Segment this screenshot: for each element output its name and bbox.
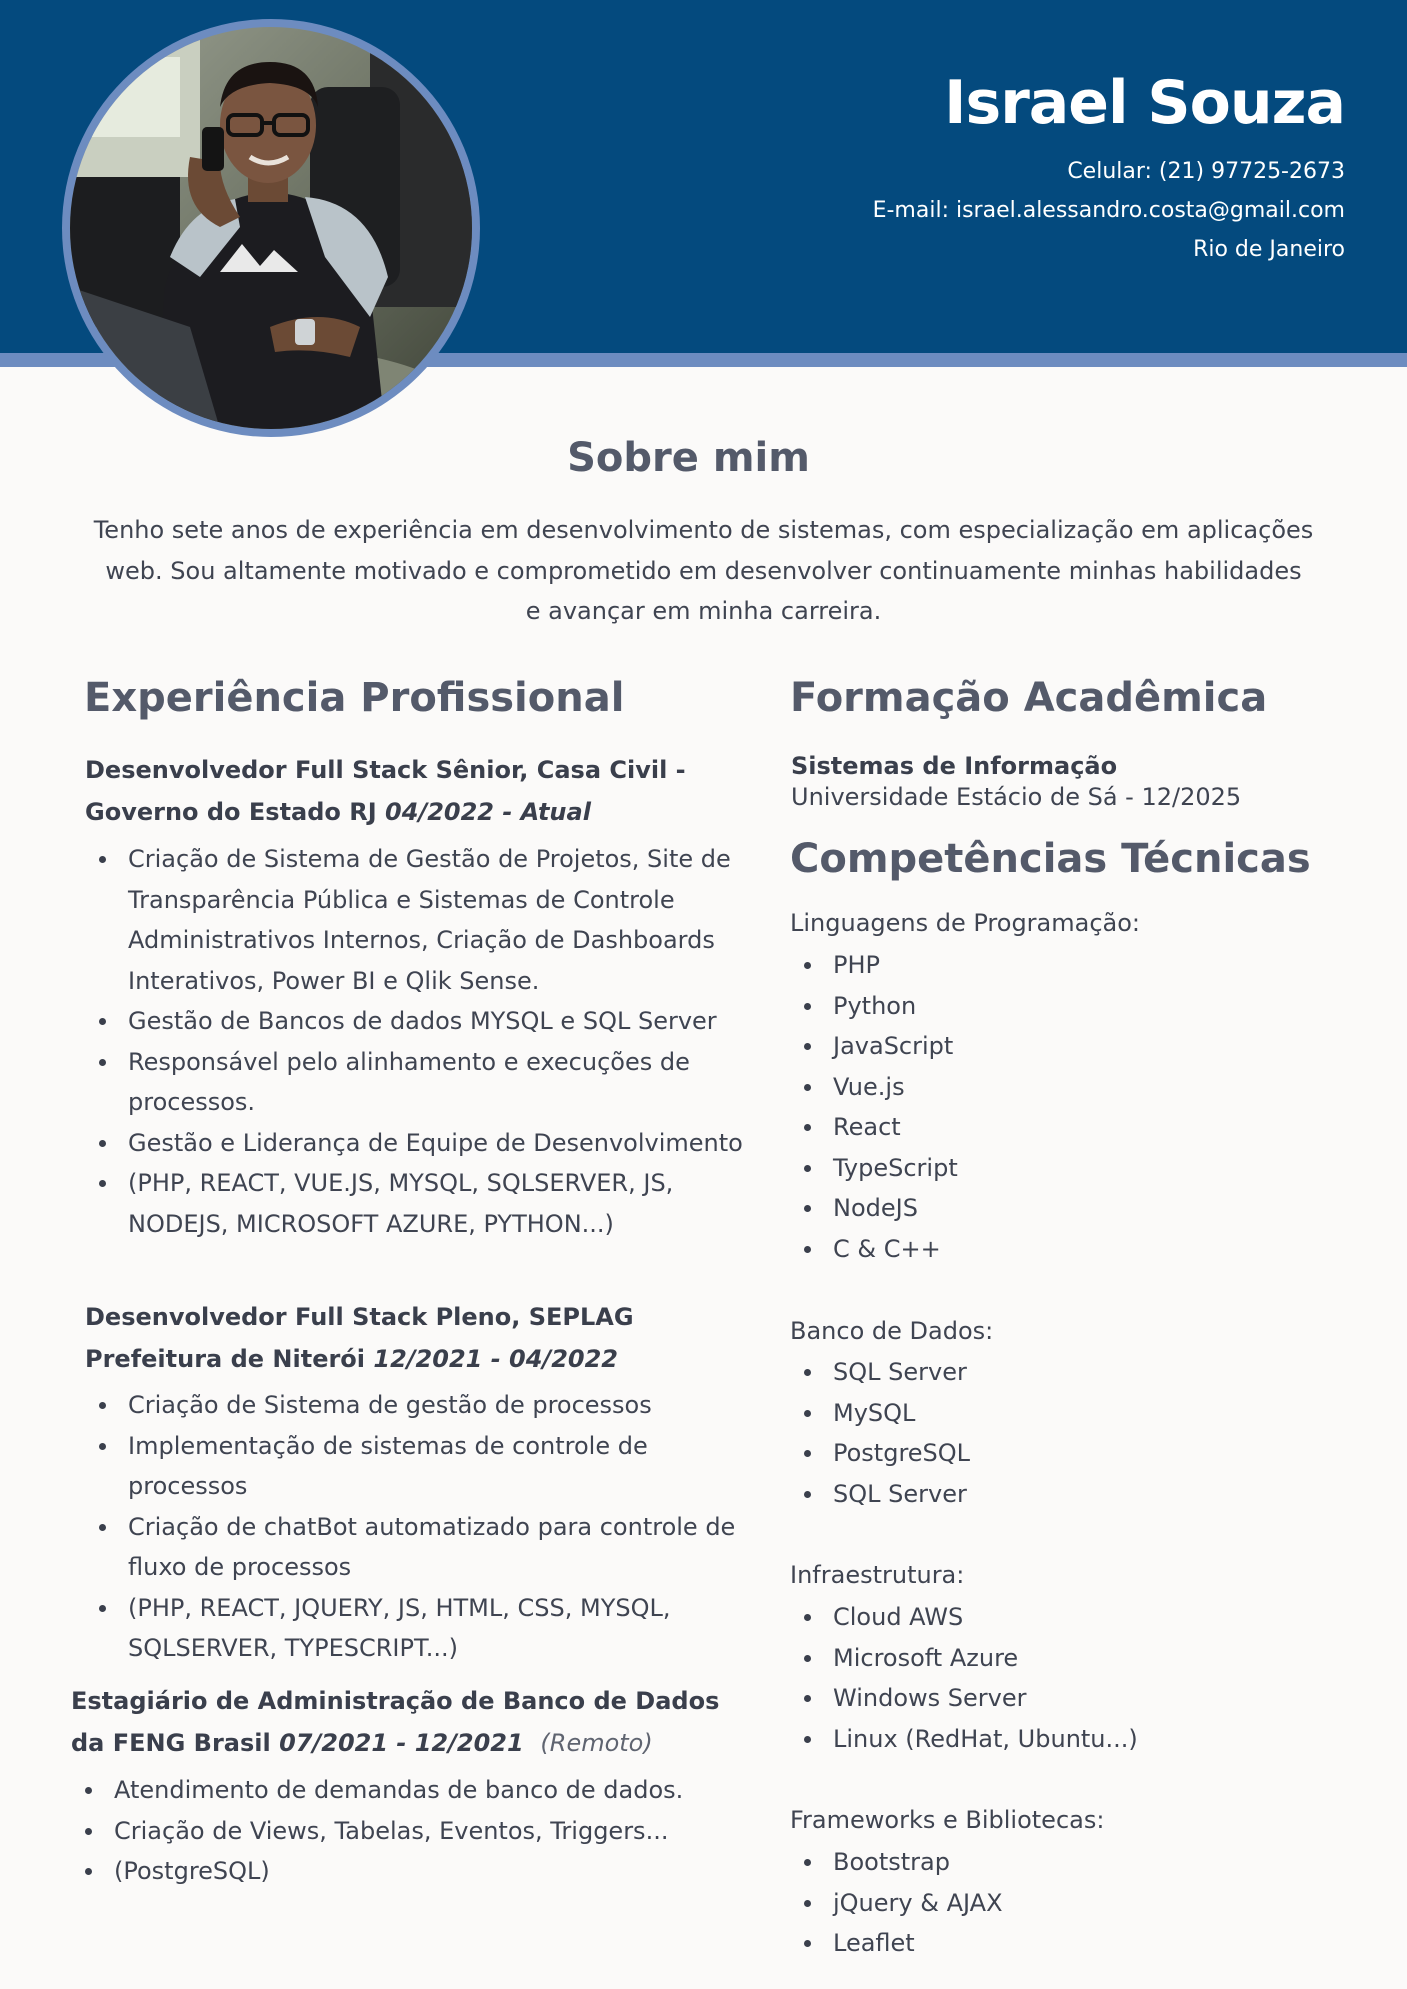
job-remote-tag: (Remoto) (540, 1728, 653, 1757)
list-item: Criação de Views, Tabelas, Eventos, Triggers... (71, 1811, 751, 1852)
list-item: jQuery & AJAX (790, 1883, 1350, 1924)
job-title-line: Prefeitura de Niterói (85, 1344, 366, 1373)
skill-list (790, 945, 1350, 1269)
list-item: C & C++ (790, 1229, 1350, 1270)
education-school: Universidade Estácio de Sá - 12/2025 (791, 783, 1242, 811)
list-item: Cloud AWS (790, 1597, 1350, 1638)
education-title: Formação Acadêmica (790, 675, 1268, 721)
job-title (85, 1297, 745, 1380)
skill-list (790, 1597, 1350, 1759)
list-item: Criação de Sistema de gestão de processos (85, 1385, 750, 1426)
list-item: Atendimento de demandas de banco de dados. (71, 1770, 751, 1811)
about-line: Tenho sete anos de experiência em desenvolvimento de sistemas, com especialização em aplicações (93, 516, 1314, 544)
list-item: (PHP, REACT, JQUERY, JS, HTML, CSS, MYSQL, SQLSERVER, TYPESCRIPT...) (85, 1588, 750, 1669)
about-text (50, 510, 1357, 632)
job-dates: 04/2022 - Atual (385, 797, 591, 826)
about-line: e avançar em minha carreira. (525, 597, 882, 625)
phone-text: Celular: (21) 97725-2673 (1067, 159, 1345, 184)
list-item: (PHP, REACT, VUE.JS, MYSQL, SQLSERVER, JS, NODEJS, MICROSOFT AZURE, PYTHON...) (85, 1163, 750, 1244)
list-item: Gestão e Liderança de Equipe de Desenvolvimento (85, 1123, 750, 1164)
job-bullet-list (85, 839, 750, 1244)
job-title-line: Desenvolvedor Full Stack Sênior, Casa Civil - (85, 756, 686, 784)
list-item: SQL Server (790, 1352, 1350, 1393)
job-title (71, 1681, 751, 1764)
skill-group-label: Banco de Dados: (790, 1317, 994, 1345)
about-line: web. Sou altamente motivado e comprometido em desenvolver continuamente minhas habilidades (105, 556, 1302, 585)
list-item: Windows Server (790, 1678, 1350, 1719)
candidate-name: Israel Souza (944, 68, 1345, 138)
list-item: Vue.js (790, 1067, 1350, 1108)
list-item: Leaflet (790, 1923, 1350, 1964)
skills-title: Competências Técnicas (790, 836, 1311, 882)
job-dates: 07/2021 - 12/2021 (279, 1728, 524, 1757)
skill-list (790, 1842, 1350, 1964)
job-dates: 12/2021 - 04/2022 (373, 1344, 618, 1373)
list-item: Microsoft Azure (790, 1638, 1350, 1679)
list-item: Responsável pelo alinhamento e execuções de processos. (85, 1042, 750, 1123)
education-degree: Sistemas de Informação (791, 752, 1118, 780)
list-item: Python (790, 986, 1350, 1027)
list-item: SQL Server (790, 1474, 1350, 1515)
skill-group-label: Frameworks e Bibliotecas: (790, 1806, 1105, 1834)
job-title-line: da FENG Brasil (71, 1728, 271, 1757)
location-text: Rio de Janeiro (1193, 237, 1345, 262)
list-item: Linux (RedHat, Ubuntu...) (790, 1719, 1350, 1760)
list-item: Criação de chatBot automatizado para controle de fluxo de processos (85, 1507, 750, 1588)
job-bullet-list (85, 1385, 750, 1669)
job-bullet-list (71, 1770, 751, 1892)
email-text: E-mail: israel.alessandro.costa@gmail.com (872, 198, 1345, 223)
list-item: NodeJS (790, 1188, 1350, 1229)
list-item: (PostgreSQL) (71, 1851, 751, 1892)
list-item: Implementação de sistemas de controle de processos (85, 1426, 750, 1507)
experience-title: Experiência Profissional (84, 675, 625, 721)
skill-list (790, 1352, 1350, 1514)
skill-group-label: Linguagens de Programação: (790, 909, 1141, 937)
profile-photo (70, 27, 472, 429)
list-item: JavaScript (790, 1026, 1350, 1067)
list-item: PHP (790, 945, 1350, 986)
list-item: Gestão de Bancos de dados MYSQL e SQL Server (85, 1001, 750, 1042)
job-title-line: Governo do Estado RJ (85, 797, 377, 826)
list-item: MySQL (790, 1393, 1350, 1434)
skill-group-label: Infraestrutura: (790, 1561, 965, 1589)
job-title (85, 750, 745, 833)
job-title-line: Estagiário de Administração de Banco de Dados (71, 1687, 720, 1715)
job-title-line: Desenvolvedor Full Stack Pleno, SEPLAG (85, 1303, 634, 1331)
list-item: Criação de Sistema de Gestão de Projetos, Site de Transparência Pública e Sistemas de Controle Administrativos Internos, Criação de Dashboards Interativos, Power BI e Qlik Sense. (85, 839, 750, 1001)
list-item: Bootstrap (790, 1842, 1350, 1883)
about-title: Sobre mim (567, 435, 810, 481)
list-item: PostgreSQL (790, 1433, 1350, 1474)
list-item: React (790, 1107, 1350, 1148)
list-item: TypeScript (790, 1148, 1350, 1189)
